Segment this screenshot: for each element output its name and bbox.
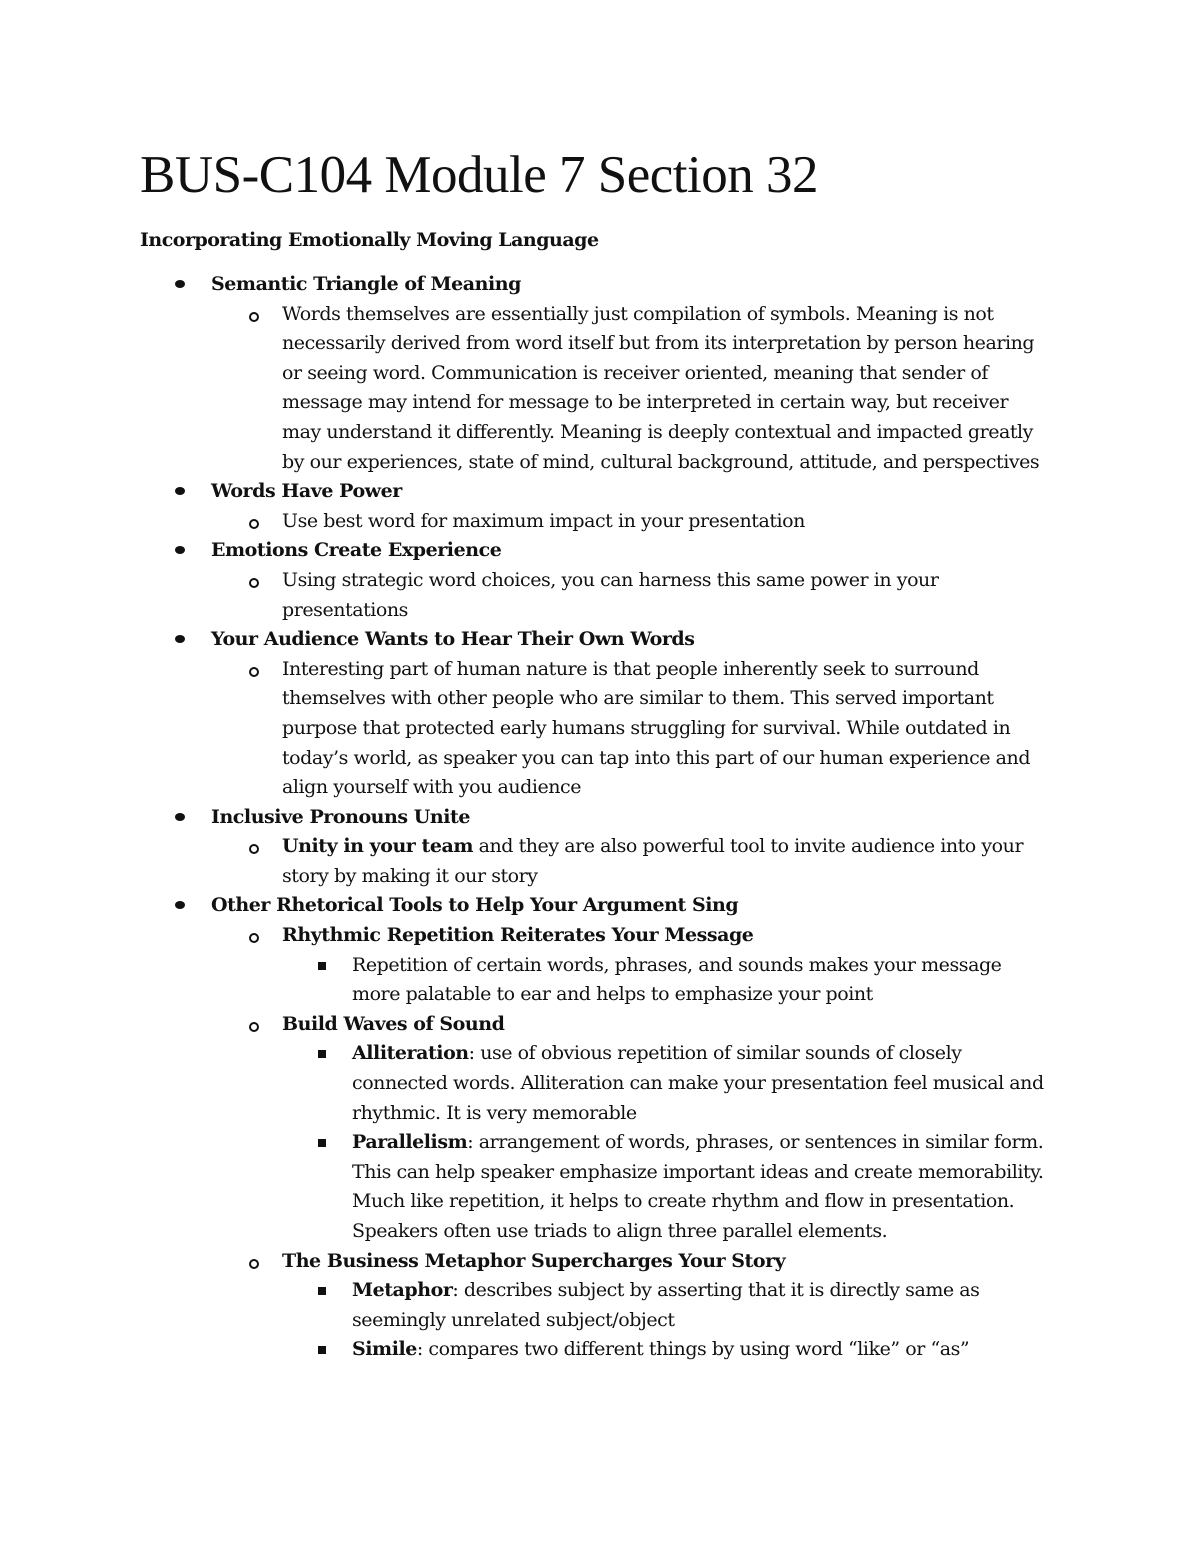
bullet-circle-icon xyxy=(249,312,259,322)
bullet-dot-icon xyxy=(175,280,185,288)
list-item-continuation xyxy=(0,684,1200,714)
list-item-continuation xyxy=(0,744,1200,774)
bullet-square-icon xyxy=(318,1139,326,1147)
list-item-text xyxy=(282,832,1023,862)
list-item-text xyxy=(352,1335,969,1365)
lead-rest: : describes subject by asserting that it is directly same as xyxy=(452,1279,980,1302)
outline-list xyxy=(0,270,1200,1365)
list-item-text: presentations xyxy=(282,598,408,621)
list-item-continuation xyxy=(0,1158,1200,1188)
lead-rest: : compares two different things by using word “like” or “as” xyxy=(416,1338,970,1361)
list-item-text xyxy=(352,1128,1043,1158)
list-item-level1 xyxy=(0,477,1200,507)
list-item-level2 xyxy=(0,655,1200,685)
term-simile: Simile xyxy=(352,1338,417,1361)
list-item-text: themselves with other people who are similar to them. This served important xyxy=(282,687,994,710)
bullet-dot-icon xyxy=(175,901,185,909)
list-item-continuation xyxy=(0,980,1200,1010)
list-item-continuation xyxy=(0,329,1200,359)
list-item-level1 xyxy=(0,270,1200,300)
list-item-level2 xyxy=(0,566,1200,596)
list-item-text: today’s world, as speaker you can tap into this part of our human experience and xyxy=(282,746,1031,769)
list-item-text: align yourself with you audience xyxy=(282,776,582,799)
list-item-continuation xyxy=(0,418,1200,448)
list-item-continuation xyxy=(0,1099,1200,1129)
term-alliteration: Alliteration xyxy=(352,1042,469,1065)
bullet-square-icon xyxy=(318,1050,326,1058)
list-item-continuation xyxy=(0,1217,1200,1247)
list-item-text: or seeing word. Communication is receiver oriented, meaning that sender of xyxy=(282,361,988,384)
bullet-circle-icon xyxy=(249,1259,259,1269)
list-item-level1 xyxy=(0,625,1200,655)
list-item-text: message may intend for message to be interpreted in certain way, but receiver xyxy=(282,391,1009,414)
bullet-circle-icon xyxy=(249,519,259,529)
list-item-continuation xyxy=(0,714,1200,744)
list-item-heading: Words Have Power xyxy=(211,480,402,503)
list-item-heading: Inclusive Pronouns Unite xyxy=(211,805,471,828)
list-item-level2 xyxy=(0,1010,1200,1040)
list-item-level3 xyxy=(0,1335,1200,1365)
list-item-level3 xyxy=(0,951,1200,981)
list-item-subheading: The Business Metaphor Supercharges Your Story xyxy=(282,1249,786,1272)
list-item-level2 xyxy=(0,507,1200,537)
list-item-heading: Your Audience Wants to Hear Their Own Words xyxy=(211,628,695,651)
bullet-circle-icon xyxy=(249,844,259,854)
list-item-text xyxy=(352,1039,962,1069)
list-item-level1 xyxy=(0,536,1200,566)
list-item-subheading: Build Waves of Sound xyxy=(282,1012,505,1035)
list-item-text: Using strategic word choices, you can harness this same power in your xyxy=(282,568,939,591)
list-item-continuation xyxy=(0,448,1200,478)
list-item-text: seemingly unrelated subject/object xyxy=(352,1308,675,1331)
list-item-continuation xyxy=(0,596,1200,626)
lead-rest: : arrangement of words, phrases, or sentences in similar form. xyxy=(467,1131,1044,1154)
list-item-text: This can help speaker emphasize important ideas and create memorability. xyxy=(352,1160,1044,1183)
list-item-text xyxy=(352,1276,979,1306)
list-item-text: Speakers often use triads to align three parallel elements. xyxy=(352,1220,888,1242)
bold-lead: Unity in your team xyxy=(282,835,474,858)
bullet-circle-icon xyxy=(249,578,259,588)
list-item-continuation xyxy=(0,359,1200,389)
list-item-level2 xyxy=(0,832,1200,862)
list-item-continuation xyxy=(0,1306,1200,1336)
section-heading: Incorporating Emotionally Moving Language xyxy=(140,229,599,251)
list-item-level3 xyxy=(0,1128,1200,1158)
bullet-square-icon xyxy=(318,1346,326,1354)
list-item-text: purpose that protected early humans struggling for survival. While outdated in xyxy=(282,716,1011,739)
term-parallelism: Parallelism xyxy=(352,1131,468,1154)
term-metaphor: Metaphor xyxy=(352,1279,453,1302)
lead-rest: and they are also powerful tool to invite audience into your xyxy=(473,835,1024,858)
list-item-text: Words themselves are essentially just compilation of symbols. Meaning is not xyxy=(282,302,994,325)
list-item-heading: Emotions Create Experience xyxy=(211,539,502,562)
bullet-square-icon xyxy=(318,962,326,970)
list-item-level3 xyxy=(0,1276,1200,1306)
list-item-text: Interesting part of human nature is that people inherently seek to surround xyxy=(282,657,979,680)
list-item-text: connected words. Alliteration can make your presentation feel musical and xyxy=(352,1072,1044,1095)
list-item-level3 xyxy=(0,1039,1200,1069)
list-item-text: Use best word for maximum impact in your presentation xyxy=(282,509,805,532)
bullet-circle-icon xyxy=(249,933,259,943)
list-item-subheading: Rhythmic Repetition Reiterates Your Message xyxy=(282,924,754,947)
list-item-level2 xyxy=(0,300,1200,330)
list-item-level2 xyxy=(0,1247,1200,1277)
list-item-text: Much like repetition, it helps to create rhythm and flow in presentation. xyxy=(352,1190,1015,1213)
list-item-continuation xyxy=(0,388,1200,418)
list-item-text: rhythmic. It is very memorable xyxy=(352,1101,637,1124)
list-item-level2 xyxy=(0,921,1200,951)
bullet-dot-icon xyxy=(175,635,185,643)
list-item-text: necessarily derived from word itself but from its interpretation by person hearing xyxy=(282,332,1035,355)
bullet-dot-icon xyxy=(175,487,185,495)
list-item-text: more palatable to ear and helps to emphasize your point xyxy=(352,983,873,1006)
list-item-continuation xyxy=(0,773,1200,803)
bullet-dot-icon xyxy=(175,813,185,821)
list-item-text: Repetition of certain words, phrases, and sounds makes your message xyxy=(352,953,1002,976)
list-item-continuation xyxy=(0,862,1200,892)
list-item-heading: Semantic Triangle of Meaning xyxy=(211,273,521,295)
list-item-text: story by making it our story xyxy=(282,864,538,887)
list-item-text: may understand it differently. Meaning is deeply contextual and impacted greatly xyxy=(282,420,1033,443)
list-item-continuation xyxy=(0,1069,1200,1099)
list-item-heading: Other Rhetorical Tools to Help Your Argument Sing xyxy=(211,894,739,917)
bullet-square-icon xyxy=(318,1287,326,1295)
list-item-level1 xyxy=(0,891,1200,921)
list-item-level1 xyxy=(0,803,1200,833)
lead-rest: : use of obvious repetition of similar sounds of closely xyxy=(468,1042,962,1065)
list-item-text: by our experiences, state of mind, cultural background, attitude, and perspectives xyxy=(282,450,1040,473)
list-item-continuation xyxy=(0,1187,1200,1217)
bullet-circle-icon xyxy=(249,1022,259,1032)
page-title: BUS-C104 Module 7 Section 32 xyxy=(140,146,818,204)
bullet-circle-icon xyxy=(249,667,259,677)
bullet-dot-icon xyxy=(175,546,185,554)
